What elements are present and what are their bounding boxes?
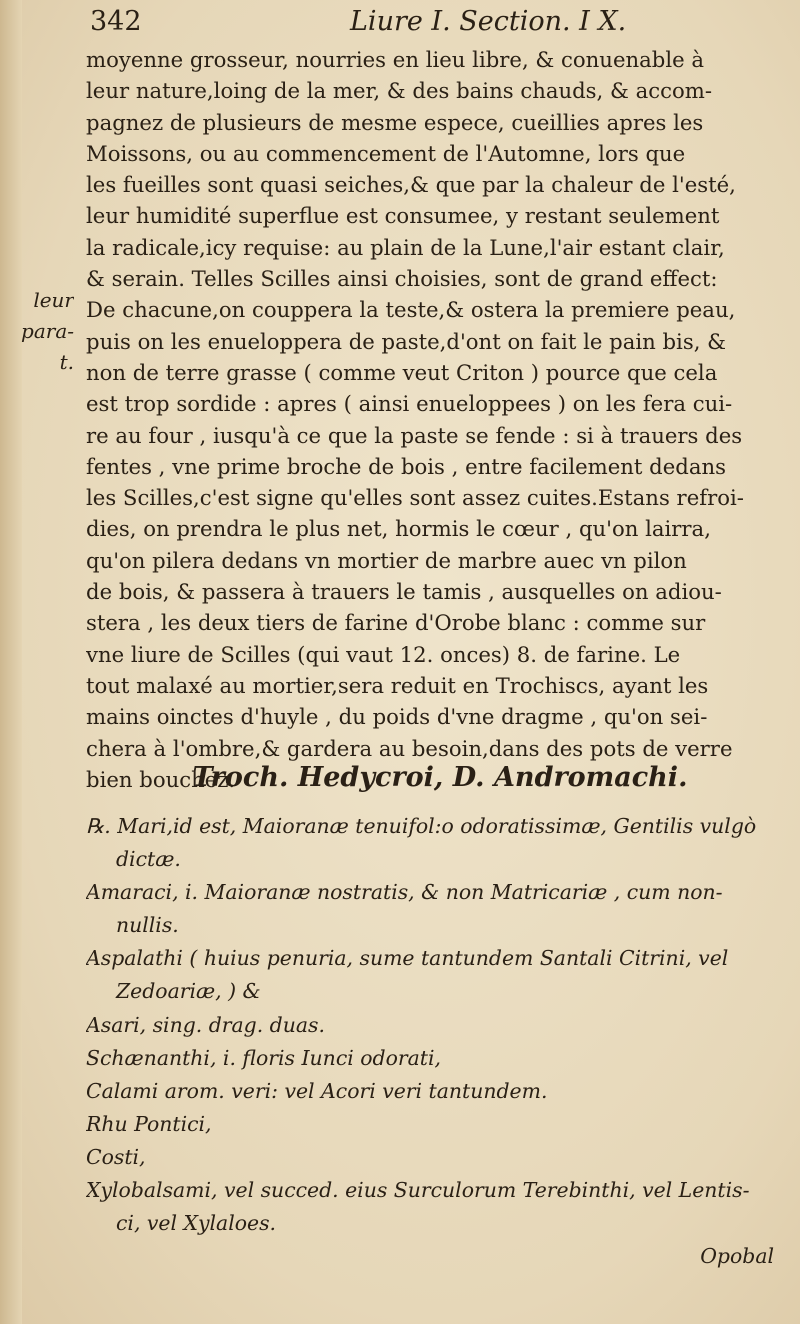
text-line: la radicale,icy requise: au plain de la Lune,l'air estant clair, [86, 234, 725, 260]
page-number: 342 [90, 6, 142, 37]
text-line: pagnez de plusieurs de mesme espece, cueillies apres les [86, 109, 704, 135]
margin-note: t. [59, 350, 74, 374]
text-line: les fueilles sont quasi seiches,& que par la chaleur de l'esté, [86, 172, 736, 198]
recipe-line: Schænanthi, i. floris Iunci odorati, [86, 1045, 441, 1070]
text-line: chera à l'ombre,& gardera au besoin,dans des pots de verre [86, 735, 733, 761]
page-binding-edge [0, 0, 22, 1324]
recipe-line: ci, vel Xylaloes. [116, 1211, 277, 1236]
text-line: vne liure de Scilles (qui vaut 12. onces) 8. de farine. Le [86, 641, 681, 667]
text-line: bien bouchez. [86, 766, 236, 792]
text-line: puis on les enueloppera de paste,d'ont on fait le pain bis, & [86, 328, 727, 354]
text-line: stera , les deux tiers de farine d'Orobe blanc : comme sur [86, 610, 706, 636]
recipe-list [86, 810, 786, 1273]
recipe-line: Asari, sing. drag. duas. [86, 1012, 325, 1037]
text-line: leur nature,loing de la mer, & des bains chauds, & accom- [86, 78, 712, 104]
recipe-line: ℞. Mari,id est, Maioranæ tenuifol:o odoratissimæ, Gentilis vulgò [86, 814, 757, 838]
margin-note: para- [21, 319, 74, 343]
text-line: Moissons, ou au commencement de l'Automne, lors que [86, 140, 686, 166]
text-line: leur humidité superflue est consumee, y restant seulement [86, 203, 720, 229]
recipe-line: Zedoariæ, ) & [116, 979, 261, 1004]
margin-notes [0, 285, 74, 378]
text-line: est trop sordide : apres ( ainsi enueloppees ) on les fera cui- [86, 391, 733, 417]
recipe-line: Calami arom. veri: vel Acori veri tantundem. [86, 1078, 548, 1103]
text-line: re au four , iusqu'à ce que la paste se fende : si à trauers des [86, 422, 743, 448]
text-line: & serain. Telles Scilles ainsi choisies, sont de grand effect: [86, 266, 718, 292]
recipe-line: Rhu Pontici, [86, 1111, 212, 1136]
recipe-line: Amaraci, i. Maioranæ nostratis, & non Matricariæ , cum non- [86, 880, 723, 905]
recipe-heading: Troch. Hedycroi, D. Andromachi. [192, 762, 688, 793]
text-line: les Scilles,c'est signe qu'elles sont assez cuites.Estans refroi- [86, 485, 744, 511]
text-line: qu'on pilera dedans vn mortier de marbre auec vn pilon [86, 547, 687, 573]
recipe-line: Xylobalsami, vel succed. eius Surculorum Terebinthi, vel Lentis- [86, 1178, 750, 1203]
text-line: de bois, & passera à trauers le tamis , ausquelles on adiou- [86, 579, 722, 605]
page-header [90, 6, 760, 46]
body-text [86, 44, 776, 795]
text-line: fentes , vne prime broche de bois , entre facilement dedans [86, 453, 726, 479]
text-line: moyenne grosseur, nourries en lieu libre, & conuenable à [86, 47, 705, 72]
recipe-line: Aspalathi ( huius penuria, sume tantundem Santali Citrini, vel [86, 946, 729, 971]
running-title: Liure I. Section. I X. [350, 6, 627, 37]
text-line: non de terre grasse ( comme veut Criton ) pource que cela [86, 359, 718, 385]
text-line: tout malaxé au mortier,sera reduit en Trochiscs, ayant les [86, 672, 709, 698]
text-line: dies, on prendra le plus net, hormis le cœur , qu'on lairra, [86, 516, 711, 542]
text-line: De chacune,on couppera la teste,& ostera la premiere peau, [86, 297, 736, 323]
margin-note: leur [33, 288, 74, 312]
recipe-line: dictæ. [116, 847, 181, 872]
recipe-line: Opobal [700, 1244, 774, 1269]
recipe-line: nullis. [116, 913, 179, 938]
text-line: mains oinctes d'huyle , du poids d'vne dragme , qu'on sei- [86, 704, 708, 730]
recipe-line: Costi, [86, 1144, 146, 1169]
